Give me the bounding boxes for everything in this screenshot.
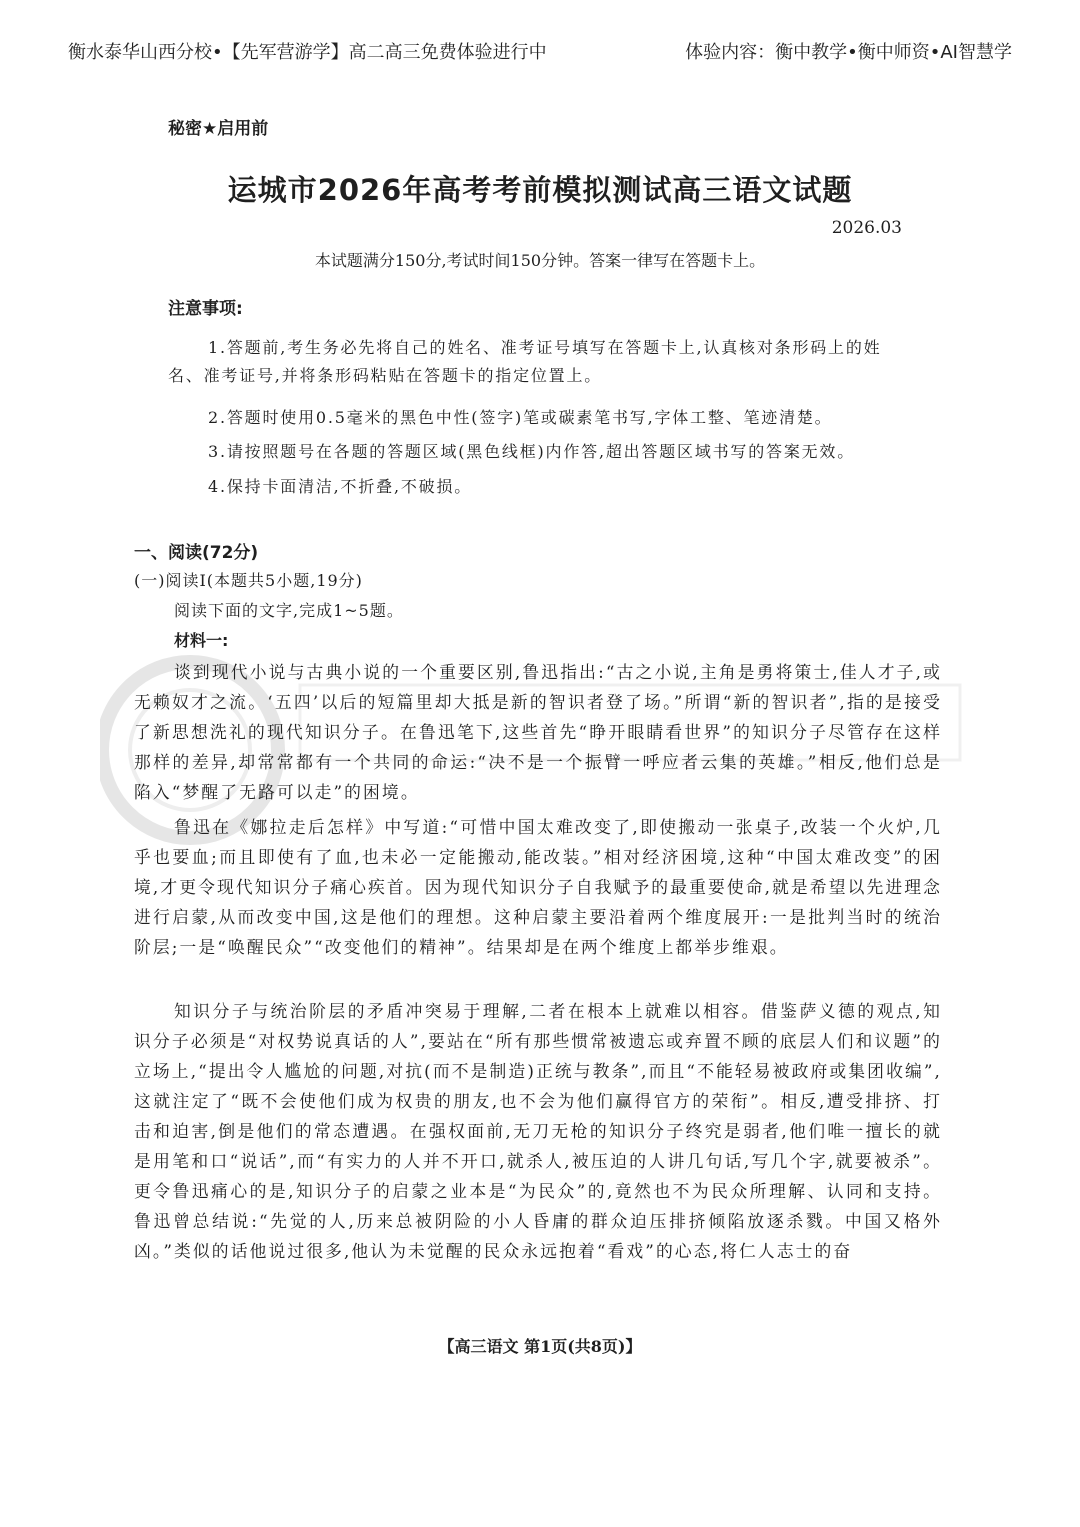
- banner-left-text: 衡水泰华山西分校•【先军营游学】高二高三免费体验进行中: [68, 42, 547, 63]
- passage-paragraph-2: 鲁迅在《娜拉走后怎样》中写道:“可惜中国太难改变了,即使搬动一张桌子,改装一个火炉,几乎也要血;而且即使有了血,也未必一定能搬动,能改装。”相对经济困境,这种“中国太难改变”的困境,才更令现代知识分子痛心疾首。因为现代知识分子自我赋予的最重要使命,就是希望以先进理念进行启蒙,从而改变中国,这是他们的理想。这种启蒙主要沿着两个维度展开:一是批判当时的统治阶层;一是“唤醒民众”“改变他们的精神”。结果却是在两个维度上都举步维艰。: [134, 817, 942, 957]
- notice-item-2: 2.答题时使用0.5毫米的黑色中性(签字)笔或碳素笔书写,字体工整、笔迹清楚。: [208, 408, 833, 427]
- page-footer: 【高三语文 第1页(共8页)】: [438, 1337, 642, 1356]
- exam-date: 2026.03: [831, 218, 902, 238]
- notice-item-1: 1.答题前,考生务必先将自己的姓名、准考证号填写在答题卡上,认真核对条形码上的姓名、准考证号,并将条形码粘贴在答题卡的指定位置上。: [168, 338, 882, 385]
- exam-title: 运城市2026年高考考前模拟测试高三语文试题: [227, 173, 853, 207]
- material-label: 材料一:: [174, 631, 229, 650]
- notice-heading: 注意事项:: [168, 299, 243, 319]
- passage-paragraph-3: 知识分子与统治阶层的矛盾冲突易于理解,二者在根本上就难以相容。借鉴萨义德的观点,知识分子必须是“对权势说真话的人”,要站在“所有那些惯常被遗忘或弃置不顾的底层人们和议题”的立场上,“提出令人尴尬的问题,对抗(而不是制造)正统与教条”,而且“不能轻易被政府或集团收编”,这就注定了“既不会使他们成为权贵的朋友,也不会为他们赢得官方的荣衔”。相反,遭受排挤、打击和迫害,倒是他们的常态遭遇。在强权面前,无刀无枪的知识分子终究是弱者,他们唯一擅长的就是用笔和口“说话”,而“有实力的人并不开口,就杀人,被压迫的人讲几句话,写几个字,就要被杀”。更令鲁迅痛心的是,知识分子的启蒙之业本是“为民众”的,竟然也不为民众所理解、认同和支持。鲁迅曾总结说:“先觉的人,历来总被阴险的小人昏庸的群众迫压排挤倾陷放逐杀戮。中国又格外凶。”类似的话他说过很多,他认为未觉醒的民众永远抱着“看戏”的心态,将仁人志士的奋: [134, 1001, 942, 1261]
- passage-paragraph-1: 谈到现代小说与古典小说的一个重要区别,鲁迅指出:“古之小说,主角是勇将策士,佳人才子,或无赖奴才之流。‘五四’以后的短篇里却大抵是新的智识者登了场。”所谓“新的智识者”,指的是接受了新思想洗礼的现代知识分子。在鲁迅笔下,这些首先“睁开眼睛看世界”的知识分子尽管存在这样那样的差异,却常常都有一个共同的命运:“决不是一个振臂一呼应者云集的英雄。”相反,他们总是陷入“梦醒了无路可以走”的困境。: [134, 662, 942, 802]
- subsection-heading: (一)阅读I(本题共5小题,19分): [134, 571, 363, 590]
- score-time-line: 本试题满分150分,考试时间150分钟。答案一律写在答题卡上。: [314, 251, 766, 270]
- section-heading: 一、阅读(72分): [134, 543, 259, 563]
- confidential-label: 秘密★启用前: [168, 119, 269, 139]
- promo-banner: [68, 38, 1012, 70]
- notice-item-4: 4.保持卡面清洁,不折叠,不破损。: [208, 477, 473, 496]
- banner-right-text: 体验内容：衡中教学•衡中师资•AI智慧学: [685, 42, 1012, 63]
- notice-item-3: 3.请按照题号在各题的答题区域(黑色线框)内作答,超出答题区域书写的答案无效。: [208, 442, 856, 461]
- reading-instruction: 阅读下面的文字,完成1~5题。: [174, 601, 404, 620]
